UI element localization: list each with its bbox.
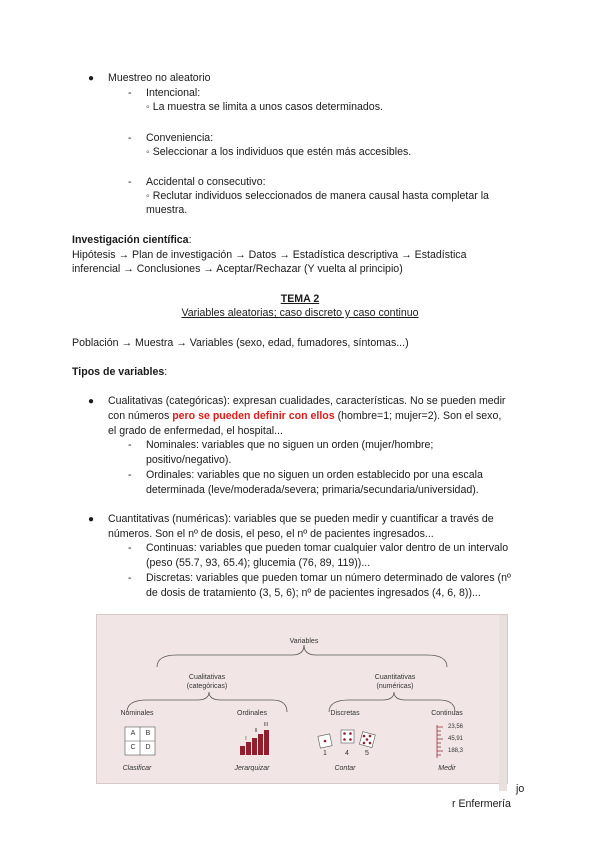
bullet-icon: ● <box>88 73 95 84</box>
dash: - <box>128 132 132 144</box>
grid-letter: A <box>130 730 136 737</box>
numericas-label: (numéricas) <box>376 683 414 690</box>
grid-letter: D <box>145 744 151 751</box>
intencional-detail: ◦ La muestra se limita a unos casos determinados. <box>146 101 383 113</box>
roman-numeral: II <box>254 728 258 734</box>
nominales-label: Nominales <box>120 710 154 717</box>
continuas-label: Continuas <box>431 710 463 717</box>
investigacion-line-2: inferencial → Conclusiones → Aceptar/Rechazar (Y vuelta al principio) <box>72 263 403 275</box>
continuas-line-2: (peso (55.7, 93, 65.4); glucemia (76, 89, 119))... <box>146 557 371 569</box>
measure-value: 188,3 <box>448 748 464 754</box>
discretas-label: Discretas <box>330 710 360 717</box>
accidental-detail-2: muestra. <box>146 204 188 216</box>
roman-numeral: I <box>245 736 247 742</box>
poblacion-line: Población → Muestra → Variables (sexo, edad, fumadores, síntomas...) <box>72 337 409 349</box>
contar-label: Contar <box>334 765 356 772</box>
footer-line-1: jo <box>516 783 525 795</box>
intencional-label: Intencional: <box>146 87 201 99</box>
ordinales-line-2: determinada (leve/moderada/severa; primaria/secundaria/universidad). <box>146 484 479 496</box>
dash: - <box>128 469 132 481</box>
dash: - <box>128 87 132 99</box>
tema-subtitle: Variables aleatorias; caso discreto y caso continuo <box>181 307 419 319</box>
dash: - <box>128 542 132 554</box>
dash: - <box>128 572 132 584</box>
tipos-heading: Tipos de variables: <box>72 366 168 378</box>
cualitativas-line-1: Cualitativas (categóricas): expresan cualidades, características. No se pueden medir <box>108 395 506 407</box>
jerarquizar-label: Jerarquizar <box>234 765 270 772</box>
medir-label: Medir <box>438 765 456 772</box>
cuantitativas-line-1: Cuantitativas (numéricas): variables que se pueden medir y cuantificar a través de <box>108 513 494 525</box>
dash: - <box>128 439 132 451</box>
clasificar-label: Clasificar <box>122 765 152 772</box>
grid-letter: C <box>130 744 136 751</box>
investigacion-heading: Investigación científica: <box>72 234 192 246</box>
roman-numeral: III <box>263 722 269 728</box>
conveniencia-label: Conveniencia: <box>146 132 214 144</box>
cualitativas-line-2: con números pero se pueden definir con ellos (hombre=1; mujer=2). Son el sexo, <box>108 410 502 422</box>
dice-number: 5 <box>365 750 369 757</box>
investigacion-line-1: Hipótesis → Plan de investigación → Datos → Estadística descriptiva → Estadística <box>72 249 467 261</box>
footer-line-2: r Enfermería <box>452 798 511 810</box>
measure-value: 23,56 <box>448 724 464 730</box>
muestreo-title: Muestreo no aleatorio <box>108 72 211 84</box>
dice-number: 1 <box>323 750 327 757</box>
tema-title: TEMA 2 <box>280 293 320 305</box>
dash: - <box>128 176 132 188</box>
bullet-icon: ● <box>88 514 95 525</box>
highlight-text: pero se pueden definir con ellos <box>172 410 335 422</box>
conveniencia-detail: ◦ Seleccionar a los individuos que estén más accesibles. <box>146 146 412 158</box>
dice-number: 4 <box>345 750 349 757</box>
cualitativas-label: Cualitativas <box>188 674 226 681</box>
cuantitativas-label: Cuantitativas <box>374 674 416 681</box>
accidental-label: Accidental o consecutivo: <box>146 176 266 188</box>
nominales-line-1: Nominales: variables que no siguen un orden (mujer/hombre; <box>146 439 434 451</box>
cuantitativas-line-2: números. Son el nº de dosis, el peso, el nº de pacientes ingresados... <box>108 528 434 540</box>
bullet-icon: ● <box>88 396 95 407</box>
ordinales-line-1: Ordinales: variables que no siguen un orden establecido por una escala <box>146 469 483 481</box>
categoricas-label: (categóricas) <box>186 683 228 690</box>
measure-value: 45,91 <box>448 736 464 742</box>
discretas-line-1: Discretas: variables que pueden tomar un número determinado de valores (nº <box>146 572 511 584</box>
continuas-line-1: Continuas: variables que pueden tomar cualquier valor dentro de un intervalo <box>146 542 509 554</box>
root-label: Variables <box>289 638 319 645</box>
dice-icon <box>318 730 375 748</box>
ordinales-label: Ordinales <box>237 710 267 717</box>
ruler-icon <box>437 725 443 758</box>
grid-letter: B <box>145 730 151 737</box>
accidental-detail-1: ◦ Reclutar individuos seleccionados de manera causal hasta completar la <box>146 190 489 202</box>
variables-diagram <box>96 614 508 784</box>
nominales-line-2: positivo/negativo). <box>146 454 232 466</box>
discretas-line-2: de dosis de tratamiento (3, 5, 6); nº de pacientes ingresados (4, 6, 8))... <box>146 587 481 599</box>
cualitativas-line-3: el grado de enfermedad, el hospital... <box>108 425 283 437</box>
